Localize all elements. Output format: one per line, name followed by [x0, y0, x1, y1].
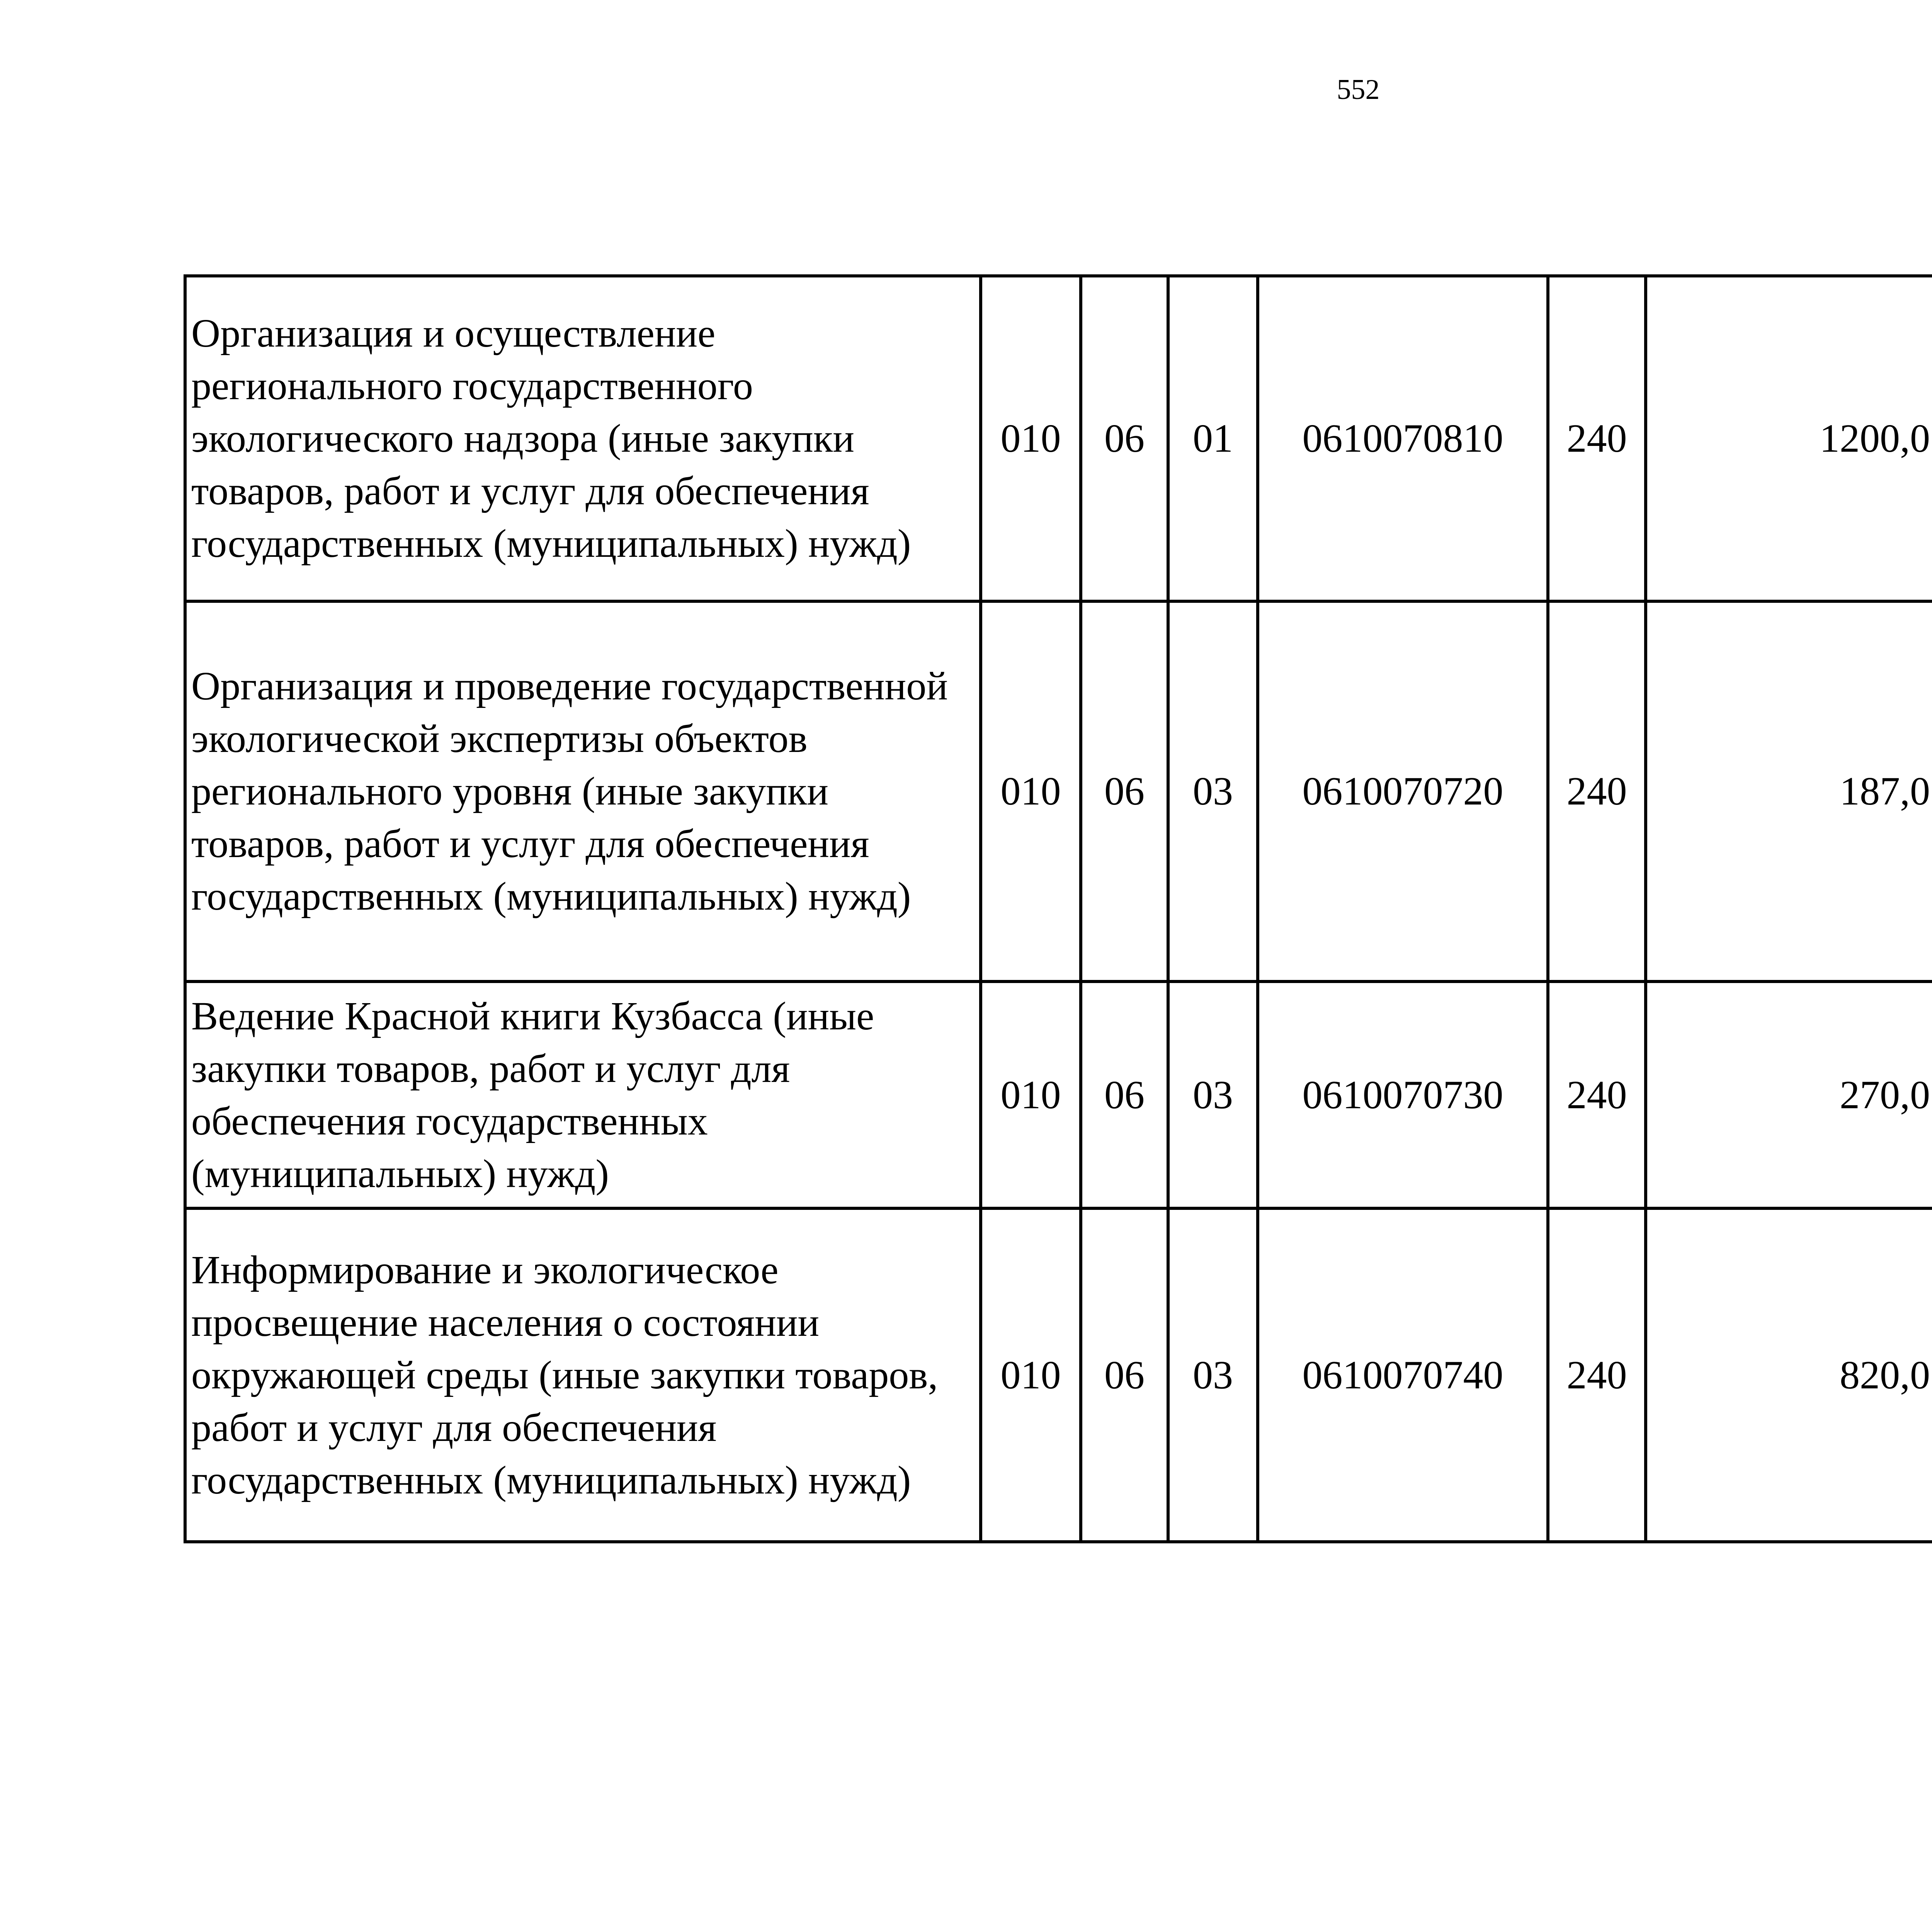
target-article-cell: 0610070720 [1258, 601, 1548, 981]
section-cell: 06 [1081, 276, 1168, 601]
ministry-code-cell: 010 [981, 276, 1081, 601]
ministry-code-cell: 010 [981, 1208, 1081, 1542]
subsection-cell: 03 [1168, 981, 1258, 1208]
amount-1-cell: 1200,0 [1646, 276, 1932, 601]
row-description: Информирование и экологическое просвещение населения о состоянии окружающей среды (иные закупки товаров, работ и услуг для обеспечения государственных (муниципальных) нужд) [185, 1208, 981, 1542]
target-article-cell: 0610070730 [1258, 981, 1548, 1208]
amount-1-cell: 270,0 [1646, 981, 1932, 1208]
table-row [185, 276, 1932, 601]
expense-type-cell: 240 [1548, 981, 1646, 1208]
expense-type-cell: 240 [1548, 601, 1646, 981]
budget-table [184, 274, 1932, 1543]
subsection-cell: 03 [1168, 601, 1258, 981]
subsection-cell: 01 [1168, 276, 1258, 601]
amount-1-cell: 187,0 [1646, 601, 1932, 981]
section-cell: 06 [1081, 1208, 1168, 1542]
expense-type-cell: 240 [1548, 1208, 1646, 1542]
table-row [185, 1208, 1932, 1542]
table-row [185, 981, 1932, 1208]
table-row [185, 601, 1932, 981]
section-cell: 06 [1081, 981, 1168, 1208]
subsection-cell: 03 [1168, 1208, 1258, 1542]
row-description: Ведение Красной книги Кузбасса (иные закупки товаров, работ и услуг для обеспечения государственных (муниципальных) нужд) [185, 981, 981, 1208]
section-cell: 06 [1081, 601, 1168, 981]
ministry-code-cell: 010 [981, 601, 1081, 981]
target-article-cell: 0610070810 [1258, 276, 1548, 601]
amount-1-cell: 820,0 [1646, 1208, 1932, 1542]
page-number: 552 [1337, 74, 1380, 105]
ministry-code-cell: 010 [981, 981, 1081, 1208]
target-article-cell: 0610070740 [1258, 1208, 1548, 1542]
expense-type-cell: 240 [1548, 276, 1646, 601]
row-description: Организация и осуществление регионального государственного экологического надзора (иные закупки товаров, работ и услуг для обеспечения государственных (муниципальных) нужд) [185, 276, 981, 601]
row-description: Организация и проведение государственной экологической экспертизы объектов регионального уровня (иные закупки товаров, работ и услуг для обеспечения государственных (муниципальных) нужд) [185, 601, 981, 981]
